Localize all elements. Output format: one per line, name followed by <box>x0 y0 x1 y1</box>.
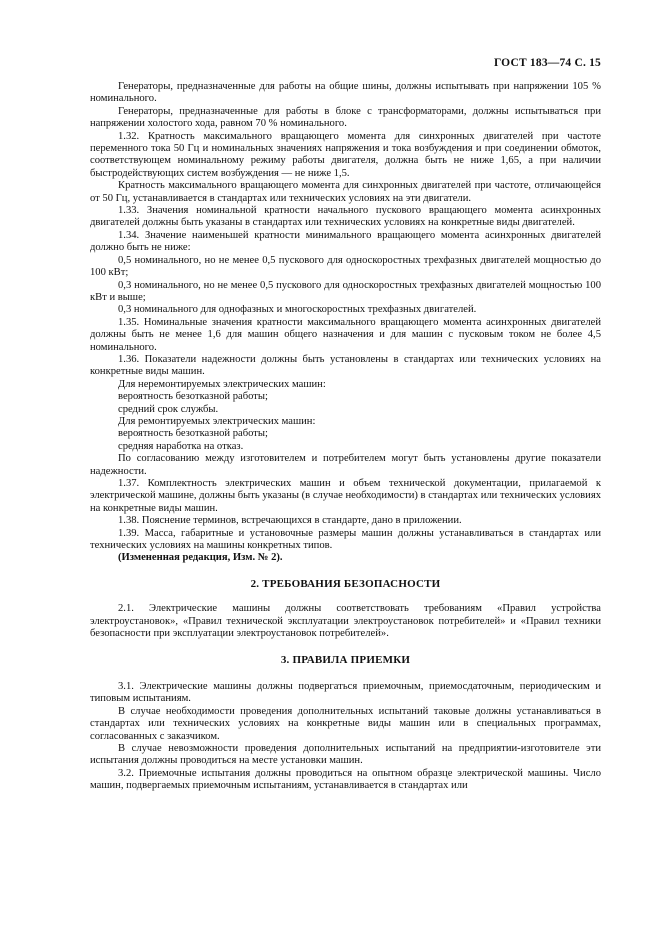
section-3-title: 3. ПРАВИЛА ПРИЕМКИ <box>280 654 411 667</box>
paragraph: 2.1. Электрические машины должны соответствовать требованиям «Правил устройства электроустановок», «Правил технической эксплуатации электроустановок потребителей» и «Правил техники безопасности при эксплуатации электроустановок потребителей». <box>90 603 601 640</box>
paragraph: 0,3 номинального для однофазных и многоскоростных трехфазных двигателей. <box>118 304 477 316</box>
paragraph: 3.1. Электрические машины должны подвергаться приемочным, приемосдаточным, периодическим и типовым испытаниям. <box>90 680 601 705</box>
paragraph: В случае невозможности проведения дополнительных испытаний на предприятии-изготовителе эти испытания должны проводиться на месте установки машин. <box>90 742 601 767</box>
paragraph: средний срок службы. <box>118 403 219 415</box>
document-body <box>90 81 601 793</box>
paragraph: 0,5 номинального, но не менее 0,5 пускового для односкоростных трехфазных двигателей мощностью до 100 кВт; <box>90 254 601 279</box>
paragraph: По согласованию между изготовителем и потребителем могут быть установлены другие показатели надежности. <box>90 453 601 477</box>
paragraph: вероятность безотказной работы; <box>118 428 268 440</box>
paragraph: средняя наработка на отказ. <box>118 440 244 452</box>
paragraph: 1.33. Значения номинальной кратности начального пускового вращающего момента асинхронных двигателей должны быть указаны в стандартах или технических условиях на конкретные виды двигателей. <box>90 205 601 229</box>
paragraph: Генераторы, предназначенные для работы в блоке с трансформаторами, должны испытываться при напряжении холостого хода, равном 70 % номинального. <box>90 105 601 130</box>
paragraph: 1.35. Номинальные значения кратности максимального вращающего момента асинхронных двигателей должны быть не менее 1,6 для машин общего назначения и для машин с пусковым током не более 4,5 номинального. <box>90 316 601 353</box>
paragraph: 1.34. Значение наименьшей кратности минимального вращающего момента асинхронных двигателей должно быть не ниже: <box>90 229 601 254</box>
section-2-title: 2. ТРЕБОВАНИЯ БЕЗОПАСНОСТИ <box>250 577 441 590</box>
paragraph: вероятность безотказной работы; <box>118 391 268 403</box>
paragraph: Для ремонтируемых электрических машин: <box>118 415 316 427</box>
paragraph: 1.36. Показатели надежности должны быть установлены в стандартах или технических условиях на конкретные виды машин. <box>90 353 601 378</box>
section-3-paragraphs <box>90 681 601 793</box>
paragraph: В случае необходимости проведения дополнительных испытаний таковые должны устанавливаться в стандартах или технических условиях на конкретные виды машин или в специальных программах, согласованных с заказчиком. <box>90 705 601 742</box>
paragraph: Кратность максимального вращающего момента для синхронных двигателей при частоте, отличающейся от 50 Гц, устанавливается в стандартах или технических условиях на эти двигатели. <box>90 180 601 204</box>
page-header: ГОСТ 183—74 С. 15 <box>493 57 601 69</box>
paragraph: 1.32. Кратность максимального вращающего момента для синхронных двигателей при частоте переменного тока 50 Гц и номинальных значениях напряжения и тока возбуждения и при соединении обмоток, соответствующем номинальному режиму работы двигателя, должна быть не ниже 1,65, а при наличии быстродействующих систем возбуждения — не ниже 1,5. <box>90 130 601 179</box>
paragraph: 0,3 номинального, но не менее 0,5 пускового для односкоростных трехфазных двигателей мощностью 100 кВт и выше; <box>90 279 601 303</box>
top-paragraphs <box>90 81 601 552</box>
paragraph: 3.2. Приемочные испытания должны проводиться на опытном образце электрической машины. Число машин, подвергаемых приемочным испытаниям, устанавливается в стандартах или <box>90 767 601 792</box>
paragraph: 1.39. Масса, габаритные и установочные размеры машин должны устанавливаться в стандартах или технических условиях на машины конкретных типов. <box>90 527 601 552</box>
section-2-paragraphs <box>90 603 601 640</box>
paragraph: 1.38. Пояснение терминов, встречающихся в стандарте, дано в приложении. <box>118 515 462 527</box>
paragraph: 1.37. Комплектность электрических машин и объем технической документации, прилагаемой к электрической машине, должны быть указаны (в случае необходимости) в стандартах или технических условиях на конкретные виды машин. <box>90 478 601 514</box>
amendment-note: (Измененная редакция, Изм. № 2). <box>118 552 283 564</box>
paragraph: Генераторы, предназначенные для работы на общие шины, должны испытывать при напряжении 105 % номинального. <box>90 81 601 105</box>
paragraph: Для неремонтируемых электрических машин: <box>118 378 326 390</box>
